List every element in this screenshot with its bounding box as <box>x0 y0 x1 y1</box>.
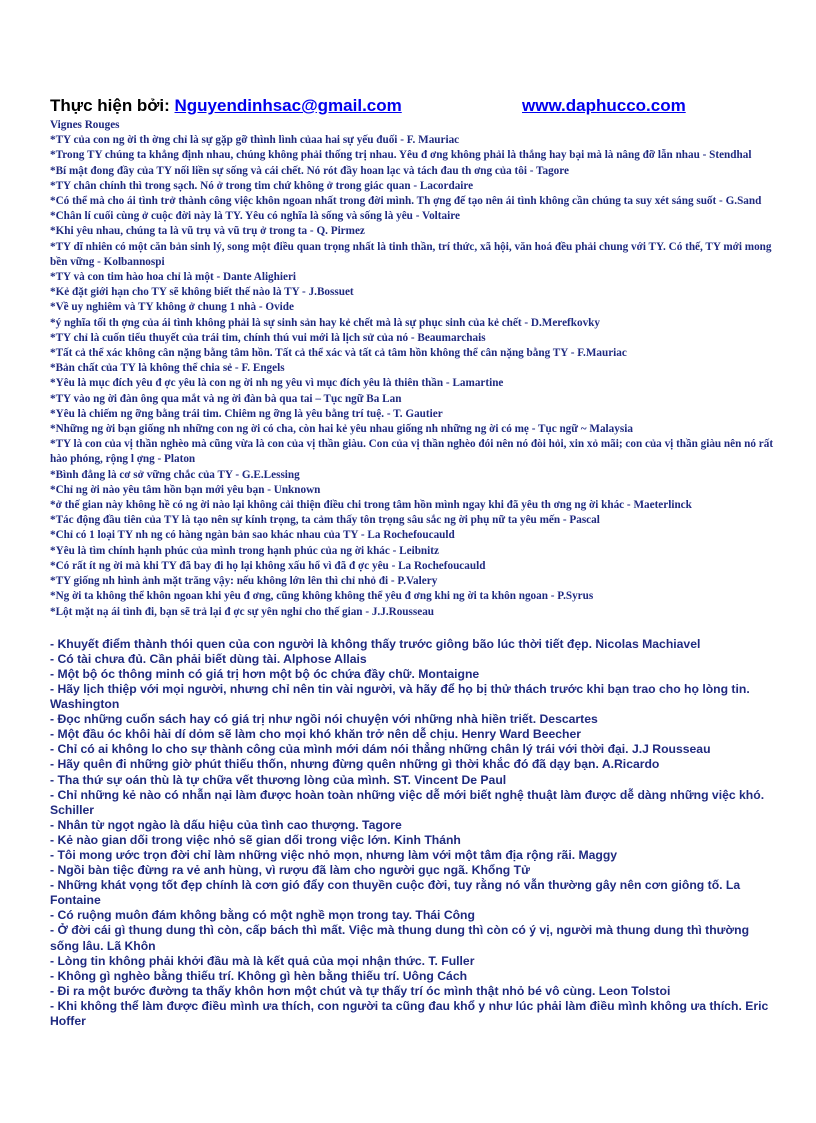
quote-line: *TY của con ng ời th ờng chỉ là sự gặp gỡ thình lình củaa hai sự yếu đuối - F. Mauriac <box>50 134 460 147</box>
quote-line: - Không gì nghèo bằng thiếu trí. Không gì hèn bằng thiếu trí. Uông Cách <box>50 968 468 983</box>
quote-line: - Khi không thể làm được điều mình ưa thích, con người ta cũng đau khổ y như lúc phải làm điều mình không ưa thích. Eric Hoffer <box>50 998 769 1029</box>
quote-line: *Bình đẳng là cơ sở vững chắc của TY - G.E.Lessing <box>50 468 300 481</box>
quote-line: *TY chân chính thì trong sạch. Nó ở trong tim chứ không ở trong giác quan - Lacordaire <box>50 179 474 192</box>
quote-line: *TY giống nh hình ảnh mặt trăng vậy: nếu không lớn lên thì chỉ nhỏ đi - P.Valery <box>50 575 438 588</box>
quote-line: - Một đầu óc khôi hài dí dỏm sẽ làm cho mọi khó khăn trở nên dễ chịu. Henry Ward Beecher <box>50 727 582 742</box>
quote-line: *Về uy nghiêm và TY không ở chung 1 nhà - Ovide <box>50 301 294 314</box>
quote-line: *Tác động đầu tiên của TY là tạo nên sự kính trọng, ta cảm thấy tôn trọng sâu sắc ng ời phụ nữ ta yêu mến - Pascal <box>50 514 600 527</box>
quote-line: - Có tài chưa đủ. Cần phải biết dùng tài. Alphose Allais <box>50 651 367 666</box>
quote-line: *Yêu là tìm chính hạnh phúc của mình trong hạnh phúc của ng ời khác - Leibnitz <box>50 544 439 557</box>
quote-line: *Yêu là mục đích yêu đ ợc yêu là con ng ời nh ng yêu vì mục đích yêu là thiên thần - Lamartine <box>50 377 504 390</box>
quote-line: - Một bộ óc thông minh có giá trị hơn một bộ óc chứa đầy chữ. Montaigne <box>50 666 480 681</box>
quote-line: Vignes Rouges <box>50 119 120 131</box>
quote-line: *Có rất ít ng ời mà khi TY đã bay đi họ lại không xấu hổ vì đã đ ợc yêu - La Rochefoucauld <box>50 559 486 572</box>
quote-line: *Tất cả thể xác không cân nặng bằng tâm hồn. Tất cả thể xác và tất cả tâm hồn không thể cân nặng bằng TY - F.Mauriac <box>50 347 627 360</box>
quote-line: *Bí mật đong đầy của TY nối liền sự sống và cái chết. Nó rót đầy hoan lạc và tách đau th ơng của tôi - Tagore <box>50 164 569 177</box>
quote-line: *Trong TY chúng ta khẳng định nhau, chúng không phải thống trị nhau. Yêu đ ơng không phải là thắng hay bại mà là nâng đỡ lẫn nhau - Stendhal <box>50 149 752 162</box>
quote-line: *TY và con tim hào hoa chỉ là một - Dante Alighieri <box>50 271 297 284</box>
quote-line: - Nhân từ ngọt ngào là dấu hiệu của tình cao thượng. Tagore <box>50 817 402 832</box>
quote-line: *Khi yêu nhau, chúng ta là vũ trụ và vũ trụ ở trong ta - Q. Pirmez <box>50 225 365 238</box>
quote-line: *TY là con của vị thần nghèo mà cũng vừa là con của vị thần giàu. Con của vị thần nghèo đói nên nó đòi hỏi, xin xỏ mãi; con của vị thần giàu nên nó rất hào phóng, rộng l ợng - Platon <box>50 438 774 466</box>
quote-line: *Kẻ đặt giới hạn cho TY sẽ không biết thế nào là TY - J.Bossuet <box>50 286 354 299</box>
quote-line: *Chỉ có 1 loại TY nh ng có hàng ngàn bản sao khác nhau của TY - La Rochefoucauld <box>50 529 455 542</box>
quote-line: - Đọc những cuốn sách hay có giá trị như ngồi nói chuyện với những nhà hiền triết. Descartes <box>50 712 598 727</box>
quote-line: *Những ng ời bạn giống nh những con ng ời có cha, còn hai kẻ yêu nhau giống nh những ng ời có mẹ - Tục ngữ ~ Malaysia <box>50 423 633 436</box>
quote-line: *TY vào ng ời đàn ông qua mắt và ng ời đàn bà qua tai – Tục ngữ Ba Lan <box>50 392 402 405</box>
document-header <box>50 96 780 118</box>
quote-line: - Chỉ có ai không lo cho sự thành công của mình mới dám nói thẳng những chân lý trái với thời đại. J.J Rousseau <box>50 742 711 757</box>
quote-line: *TY dĩ nhiên có một căn bản sinh lý, song một điều quan trọng nhất là tinh thần, trí thức, xã hội, văn hoá đều phải chung với TY. Có thế, TY mới mong bền vững - Kolbannospi <box>50 240 772 268</box>
quote-line: - Tôi mong ước trọn đời chỉ làm những việc nhỏ mọn, nhưng làm với một tâm địa rộng rãi. Maggy <box>50 848 618 863</box>
quote-line: - Khuyết điểm thành thói quen của con người là không thấy trước giông bão lúc thời tiết đẹp. Nicolas Machiavel <box>50 636 701 651</box>
quote-line: *Lột mặt nạ ái tình đi, bạn sẽ trả lại đ ợc sự yên nghỉ cho thế gian - J.J.Rousseau <box>50 605 435 618</box>
quote-line: - Tha thứ sự oán thù là tự chữa vết thương lòng của mình. ST. Vincent De Paul <box>50 772 507 787</box>
quote-line: - Có ruộng muôn đám không bằng có một nghề mọn trong tay. Thái Công <box>50 908 475 923</box>
quote-line: - Hãy quên đi những giờ phút thiếu thốn, nhưng đừng quên những gì thời khắc đó đã dạy bạn. A.Ricardo <box>50 757 660 772</box>
quote-line: *Yêu là chiếm ng ỡng bằng trái tim. Chiêm ng ỡng là yêu bằng trí tuệ. - T. Gautier <box>50 407 443 420</box>
header-prefix: Thực hiện bởi: <box>50 96 175 115</box>
quote-line: - Những khát vọng tốt đẹp chính là cơn gió đẩy con thuyền cuộc đời, tuy rằng nó vẫn thường gây nên cơn giông tố. La Fontaine <box>50 878 741 908</box>
quote-line: - Chỉ những kẻ nào có nhẫn nại làm được hoàn toàn những việc dễ mới biết nghệ thuật làm được dễ dàng những việc khó. Schiller <box>50 787 765 817</box>
quote-line: *Bản chất của TY là không thể chia sẻ - F. Engels <box>50 362 285 375</box>
quote-line: - Đi ra một bước đường ta thấy khôn hơn một chút và tự thấy trí óc mình thật nhỏ bé vô cùng. Leon Tolstoi <box>50 983 671 998</box>
quote-line: *Có thể mà cho ái tình trở thành công việc khôn ngoan nhất trong đời mình. Th ợng đế tạo nên ái tình không cần chúng ta suy xét sáng suốt - G.Sand <box>50 195 762 208</box>
quote-line: *ở thế gian này không hề có ng ời nào lại không cải thiện điều chi trong tâm hồn mình ngay khi đã yêu th ơng ng ời khác - Maeterlinck <box>50 499 692 512</box>
quote-line: *Ng ời ta không thể khôn ngoan khi yêu đ ơng, cũng không không thể yêu đ ơng khi ng ời ta khôn ngoan - P.Syrus <box>50 590 594 603</box>
life-quotes-section <box>50 637 780 1029</box>
quote-line: *TY chỉ là cuốn tiểu thuyết của trái tim, chính thú vui mới là lịch sử của nó - Beaumarchais <box>50 331 486 344</box>
document-page <box>50 96 780 1029</box>
website-link[interactable]: www.daphucco.com <box>522 96 686 115</box>
love-quotes-section <box>50 118 780 620</box>
quote-line: - Ở đời cái gì thung dung thì còn, cấp bách thì mất. Việc mà thung dung thì còn có ý vị, người mà thung dung thì thường sống lâu. Lã Khôn <box>50 923 750 953</box>
quote-line: - Lòng tin không phải khởi đầu mà là kết quả của mọi nhận thức. T. Fuller <box>50 953 475 968</box>
quote-line: *Chỉ ng ời nào yêu tâm hồn bạn mới yêu bạn - Unknown <box>50 483 321 496</box>
email-link[interactable]: Nguyendinhsac@gmail.com <box>174 96 402 115</box>
quote-line: - Ngồi bàn tiệc đừng ra vẻ anh hùng, vì rượu đã làm cho người gục ngã. Khổng Tử <box>50 863 530 878</box>
quote-line: *ý nghĩa tối th ợng của ái tình không phải là sự sinh sản hay kẻ chết mà là sự phục sinh của kẻ chết - D.Merefkovky <box>50 316 600 329</box>
quote-line: - Kẻ nào gian dối trong việc nhỏ sẽ gian dối trong việc lớn. Kinh Thánh <box>50 832 461 847</box>
quote-line: - Hãy lịch thiệp với mọi người, nhưng chỉ nên tin vài người, và hãy để họ bị thử thách trước khi bạn trao cho họ lòng tin. Washington <box>50 681 750 712</box>
quote-line: *Chân lí cuối cùng ở cuộc đời này là TY. Yêu có nghĩa là sống và sống là yêu - Voltaire <box>50 210 460 223</box>
